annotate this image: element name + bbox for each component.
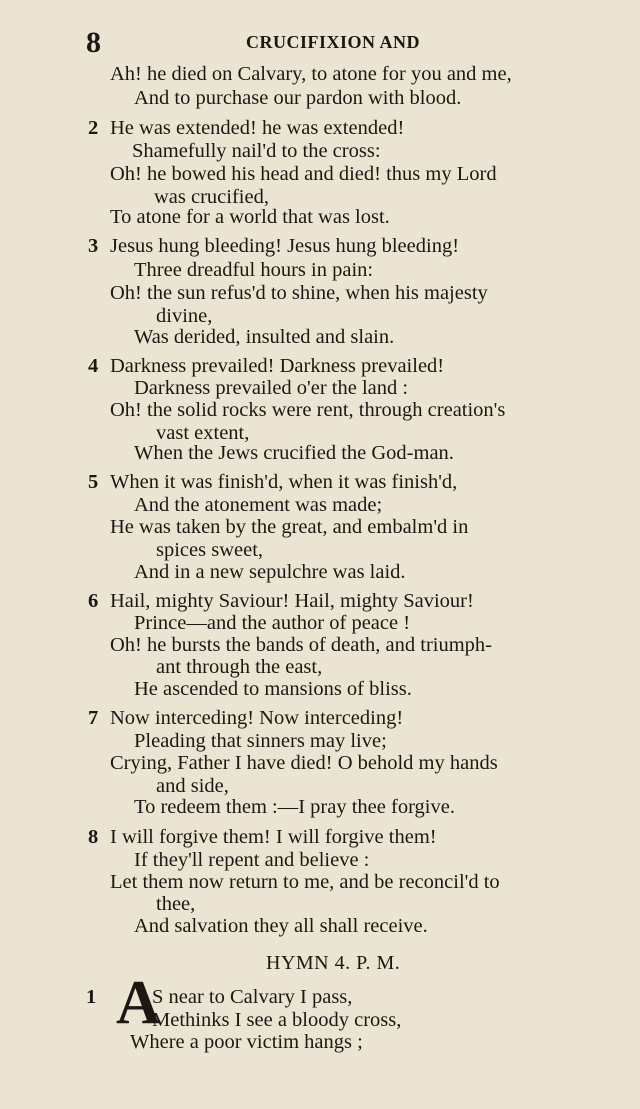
verse-line: I will forgive them! I will forgive them! xyxy=(110,826,437,848)
verse-line: Oh! the sun refus'd to shine, when his majesty xyxy=(110,282,488,304)
drop-cap: A xyxy=(116,969,161,1037)
verse-line: If they'll repent and believe : xyxy=(134,849,370,871)
verse-number: 7 xyxy=(88,707,99,729)
running-title: CRUCIFIXION AND xyxy=(246,32,421,52)
verse-line: Was derided, insulted and slain. xyxy=(134,326,395,348)
verse-line: and side, xyxy=(156,775,229,797)
verse-line: was crucified, xyxy=(154,186,269,208)
verse-line: Shamefully nail'd to the cross: xyxy=(132,140,381,162)
verse-number: 4 xyxy=(88,355,99,377)
verse-line: To redeem them :—I pray thee forgive. xyxy=(134,796,455,818)
verse-line: spices sweet, xyxy=(156,539,264,561)
verse-line: Crying, Father I have died! O behold my hands xyxy=(110,752,498,774)
page-header xyxy=(0,28,640,60)
verse-number: 3 xyxy=(88,235,99,257)
verse-number: 8 xyxy=(88,826,99,848)
verse-line: S near to Calvary I pass, xyxy=(152,986,353,1008)
verse-line: Hail, mighty Saviour! Hail, mighty Saviour! xyxy=(110,590,474,612)
verse-line: He was taken by the great, and embalm'd in xyxy=(110,516,469,538)
verse-line: Oh! he bursts the bands of death, and triumph- xyxy=(110,634,493,656)
verse-line: Jesus hung bleeding! Jesus hung bleeding! xyxy=(110,235,460,257)
verse-number: 2 xyxy=(88,117,99,139)
verse-line: Three dreadful hours in pain: xyxy=(134,259,374,281)
verse-line: And to purchase our pardon with blood. xyxy=(134,87,462,109)
verse-line: ant through the east, xyxy=(156,656,323,678)
verse-number: 1 xyxy=(86,986,97,1008)
hymn-title: HYMN 4. P. M. xyxy=(266,952,401,974)
verse-line: vast extent, xyxy=(156,422,250,444)
verse-line: And the atonement was made; xyxy=(134,494,383,516)
verse-line: And in a new sepulchre was laid. xyxy=(134,561,406,583)
verse-line: thee, xyxy=(156,893,196,915)
verse-line: Now interceding! Now interceding! xyxy=(110,707,404,729)
verse-line: Oh! he bowed his head and died! thus my Lord xyxy=(110,163,497,185)
verse-line: And salvation they all shall receive. xyxy=(134,915,428,937)
verse-line: Ah! he died on Calvary, to atone for you and me, xyxy=(110,63,512,85)
verse-line: Where a poor victim hangs ; xyxy=(130,1031,363,1053)
verse-line: To atone for a world that was lost. xyxy=(110,206,390,228)
verse-line: Darkness prevailed o'er the land : xyxy=(134,377,409,399)
verse-line: Prince—and the author of peace ! xyxy=(134,612,411,634)
verse-number: 6 xyxy=(88,590,99,612)
page-number: 8 xyxy=(86,26,101,59)
verse-line: Let them now return to me, and be reconcil'd to xyxy=(110,871,500,893)
verse-line: When it was finish'd, when it was finish'd, xyxy=(110,471,458,493)
verse-line: Methinks I see a bloody cross, xyxy=(152,1009,402,1031)
verse-line: divine, xyxy=(156,305,213,327)
verse-line: Darkness prevailed! Darkness prevailed! xyxy=(110,355,445,377)
verse-number: 5 xyxy=(88,471,99,493)
verse-line: When the Jews crucified the God-man. xyxy=(134,442,454,464)
verse-line: Oh! the solid rocks were rent, through creation's xyxy=(110,399,506,421)
verse-line: Pleading that sinners may live; xyxy=(134,730,387,752)
verse-line: He was extended! he was extended! xyxy=(110,117,405,139)
verse-line: He ascended to mansions of bliss. xyxy=(134,678,412,700)
